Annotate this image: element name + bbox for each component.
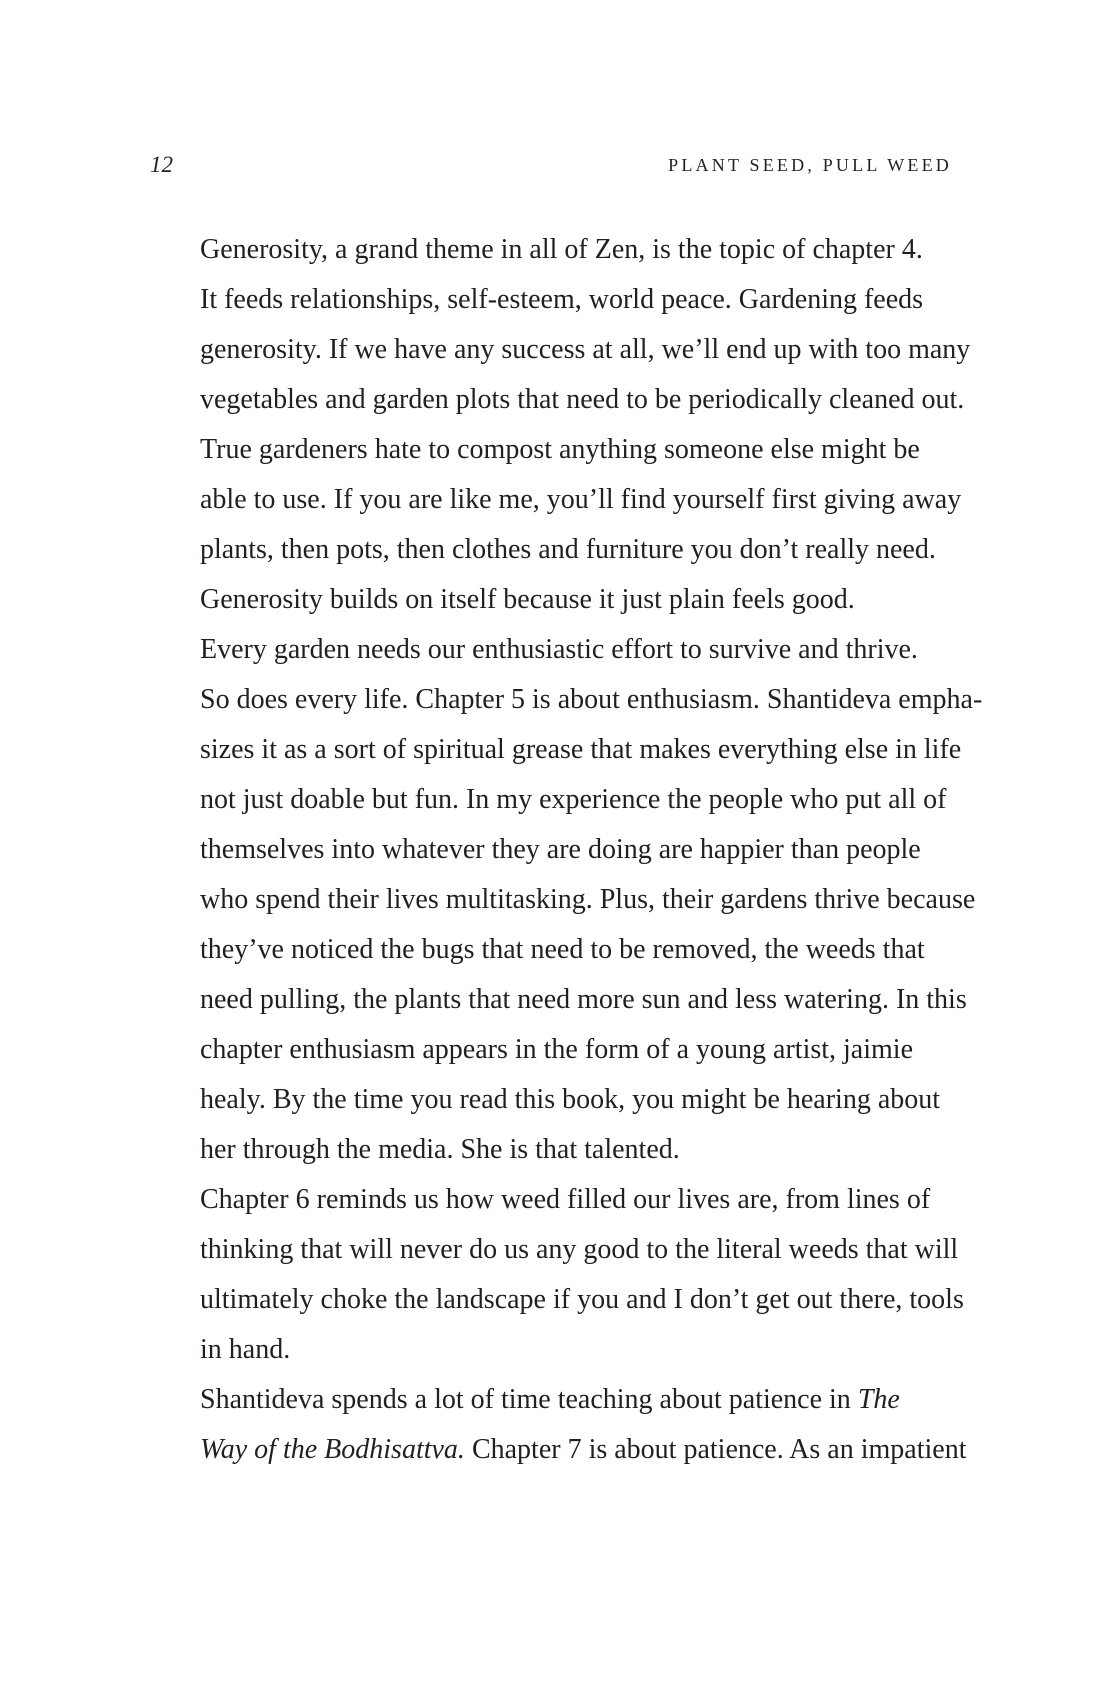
paragraph-patience [150,1375,967,1475]
line-text: Shantideva spends a lot of time teaching about patience in [200,1384,858,1415]
page-number: 12 [150,152,173,177]
text-line: they’ve noticed the bugs that need to be removed, the weeds that [200,934,925,965]
text-line: generosity. If we have any success at all, we’ll end up with too many [200,334,971,365]
text-line: vegetables and garden plots that need to be periodically cleaned out. [200,384,965,415]
text-line: Every garden needs our enthusiastic effort to survive and thrive. [200,634,918,665]
text-line: plants, then pots, then clothes and furniture you don’t really need. [200,534,936,565]
text-line: True gardeners hate to compost anything someone else might be [200,434,920,465]
text-line: Generosity, a grand theme in all of Zen, is the topic of chapter 4. [200,234,923,265]
text-line: in hand. [200,1334,291,1365]
book-title-fragment: The [857,1384,900,1415]
text-line: themselves into whatever they are doing are happier than people [200,834,921,865]
text-line: need pulling, the plants that need more sun and less watering. In this [200,984,967,1015]
text-line: not just doable but fun. In my experience the people who put all of [200,784,947,815]
paragraph-enthusiasm [150,625,983,1175]
text-line [150,1425,967,1475]
text-line: healy. By the time you read this book, you might be hearing about [200,1084,941,1115]
text-line: ultimately choke the landscape if you and I don’t get out there, tools [200,1284,964,1315]
text-line: chapter enthusiasm appears in the form of a young artist, jaimie [200,1034,914,1065]
body-text [150,225,983,1475]
running-head [150,150,952,180]
text-line: thinking that will never do us any good to the literal weeds that will [200,1234,959,1265]
text-line [150,1375,956,1425]
text-line: Chapter 6 reminds us how weed filled our lives are, from lines of [200,1184,931,1215]
book-title-fragment: Way of the Bodhisattva. [200,1434,465,1465]
text-line: able to use. If you are like me, you’ll find yourself first giving away [200,484,962,515]
text-line: who spend their lives multitasking. Plus, their gardens thrive because [200,884,976,915]
paragraph-generosity [150,225,971,625]
text-line: Generosity builds on itself because it just plain feels good. [200,584,855,615]
text-line: It feeds relationships, self-esteem, world peace. Gardening feeds [200,284,924,315]
paragraph-weeds [150,1175,964,1375]
text-line: So does every life. Chapter 5 is about enthusiasm. Shantideva empha- [200,684,983,715]
running-title: PLANT SEED, PULL WEED [668,155,952,175]
text-line: her through the media. She is that talented. [200,1134,680,1165]
line-text: Chapter 7 is about patience. As an impatient [464,1434,967,1465]
text-line: sizes it as a sort of spiritual grease that makes everything else in life [200,734,962,765]
